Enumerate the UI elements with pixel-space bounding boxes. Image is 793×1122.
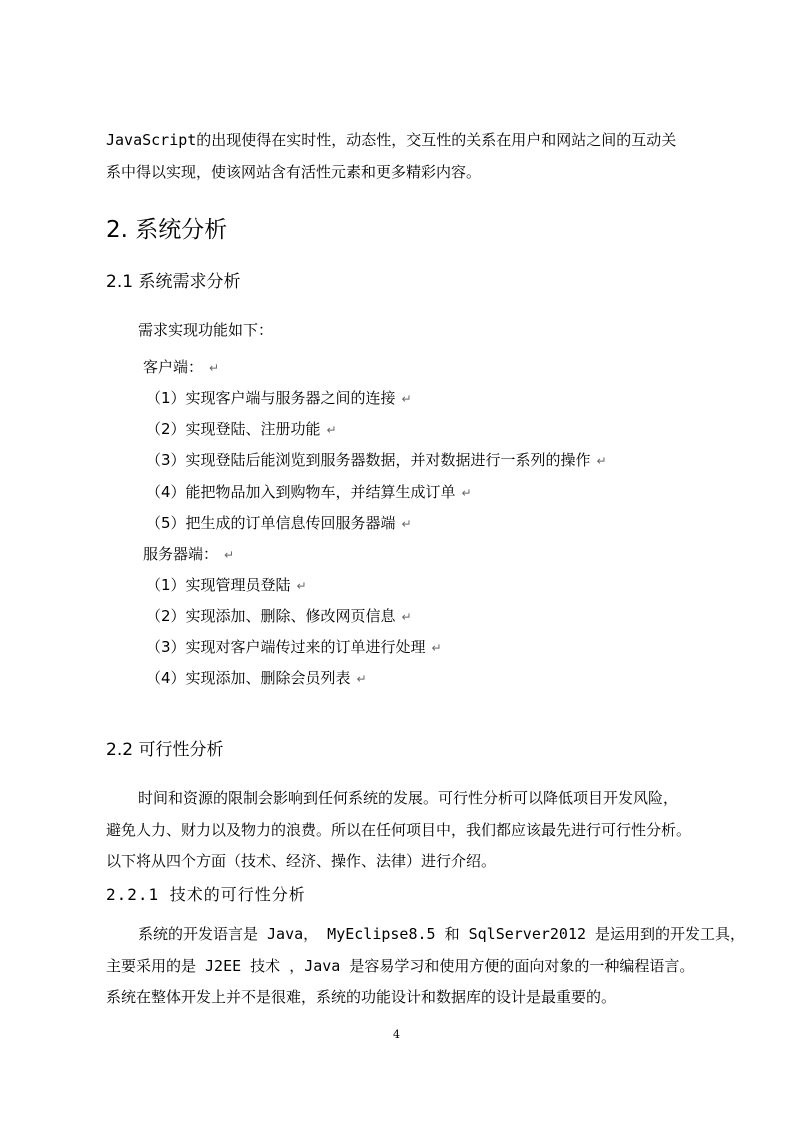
feasibility-para-line-1: 时间和资源的限制会影响到任何系统的发展。可行性分析可以降低项目开发风险， <box>138 789 679 807</box>
client-item-1-text: （1）实现客户端与服务器之间的连接 <box>146 389 396 407</box>
server-item-1-text: （1）实现管理员登陆 <box>146 576 291 594</box>
return-mark: ↵ <box>431 641 442 655</box>
client-item-3 <box>146 450 607 471</box>
client-item-5-text: （5）把生成的订单信息传回服务器端 <box>146 514 396 532</box>
client-item-2-text: （2）实现登陆、注册功能 <box>146 420 321 438</box>
return-mark: ↵ <box>356 672 367 686</box>
tech-para-line-3: 系统在整体开发上并不是很难，系统的功能设计和数据库的设计是最重要的。 <box>106 988 617 1006</box>
return-mark: ↵ <box>326 423 337 437</box>
tech-para-line-1: 系统的开发语言是 Java， MyEclipse8.5 和 SqlServer2012 是运用到的开发工具， <box>138 925 746 943</box>
server-item-3 <box>146 637 442 658</box>
feasibility-para-line-2: 避免人力、财力以及物力的浪费。所以在任何项目中，我们都应该最先进行可行性分析。 <box>106 821 692 839</box>
client-label <box>143 357 219 378</box>
server-item-1 <box>146 575 307 596</box>
requirements-lead: 需求实现功能如下： <box>138 321 274 339</box>
section-2-2-1-heading: 2.2.1 技术的可行性分析 <box>106 885 306 904</box>
section-2-heading: 2. 系统分析 <box>106 217 228 243</box>
return-mark: ↵ <box>224 548 235 562</box>
tech-para-line-2: 主要采用的是 J2EE 技术 ，Java 是容易学习和使用方便的面向对象的一种编程语言。 <box>106 957 695 975</box>
page-number: 4 <box>393 1028 400 1041</box>
return-mark: ↵ <box>401 392 412 406</box>
client-item-4-text: （4）能把物品加入到购物车，并结算生成订单 <box>146 483 456 501</box>
server-item-3-text: （3）实现对客户端传过来的订单进行处理 <box>146 638 426 656</box>
section-2-2-heading: 2.2 可行性分析 <box>106 740 224 760</box>
client-item-4 <box>146 482 472 503</box>
return-mark: ↵ <box>401 610 412 624</box>
client-item-1 <box>146 388 412 409</box>
feasibility-para-line-3: 以下将从四个方面（技术、经济、操作、法律）进行介绍。 <box>106 852 497 870</box>
server-label <box>143 544 234 565</box>
server-item-4 <box>146 668 367 689</box>
return-mark: ↵ <box>596 454 607 468</box>
server-item-4-text: （4）实现添加、删除会员列表 <box>146 669 351 687</box>
return-mark: ↵ <box>401 517 412 531</box>
return-mark: ↵ <box>209 361 220 375</box>
client-item-3-text: （3）实现登陆后能浏览到服务器数据，并对数据进行一系列的操作 <box>146 451 591 469</box>
client-item-2 <box>146 419 337 440</box>
server-label-text: 服务器端： <box>143 545 219 563</box>
intro-line-1: JavaScript的出现使得在实时性，动态性，交互性的关系在用户和网站之间的互动关 <box>106 131 677 149</box>
client-label-text: 客户端： <box>143 358 204 376</box>
return-mark: ↵ <box>296 579 307 593</box>
intro-line-2: 系中得以实现，使该网站含有活性元素和更多精彩内容。 <box>106 163 482 181</box>
server-item-2-text: （2）实现添加、删除、修改网页信息 <box>146 607 396 625</box>
server-item-2 <box>146 606 412 627</box>
client-item-5 <box>146 513 412 534</box>
section-2-1-heading: 2.1 系统需求分析 <box>106 272 241 292</box>
return-mark: ↵ <box>461 486 472 500</box>
